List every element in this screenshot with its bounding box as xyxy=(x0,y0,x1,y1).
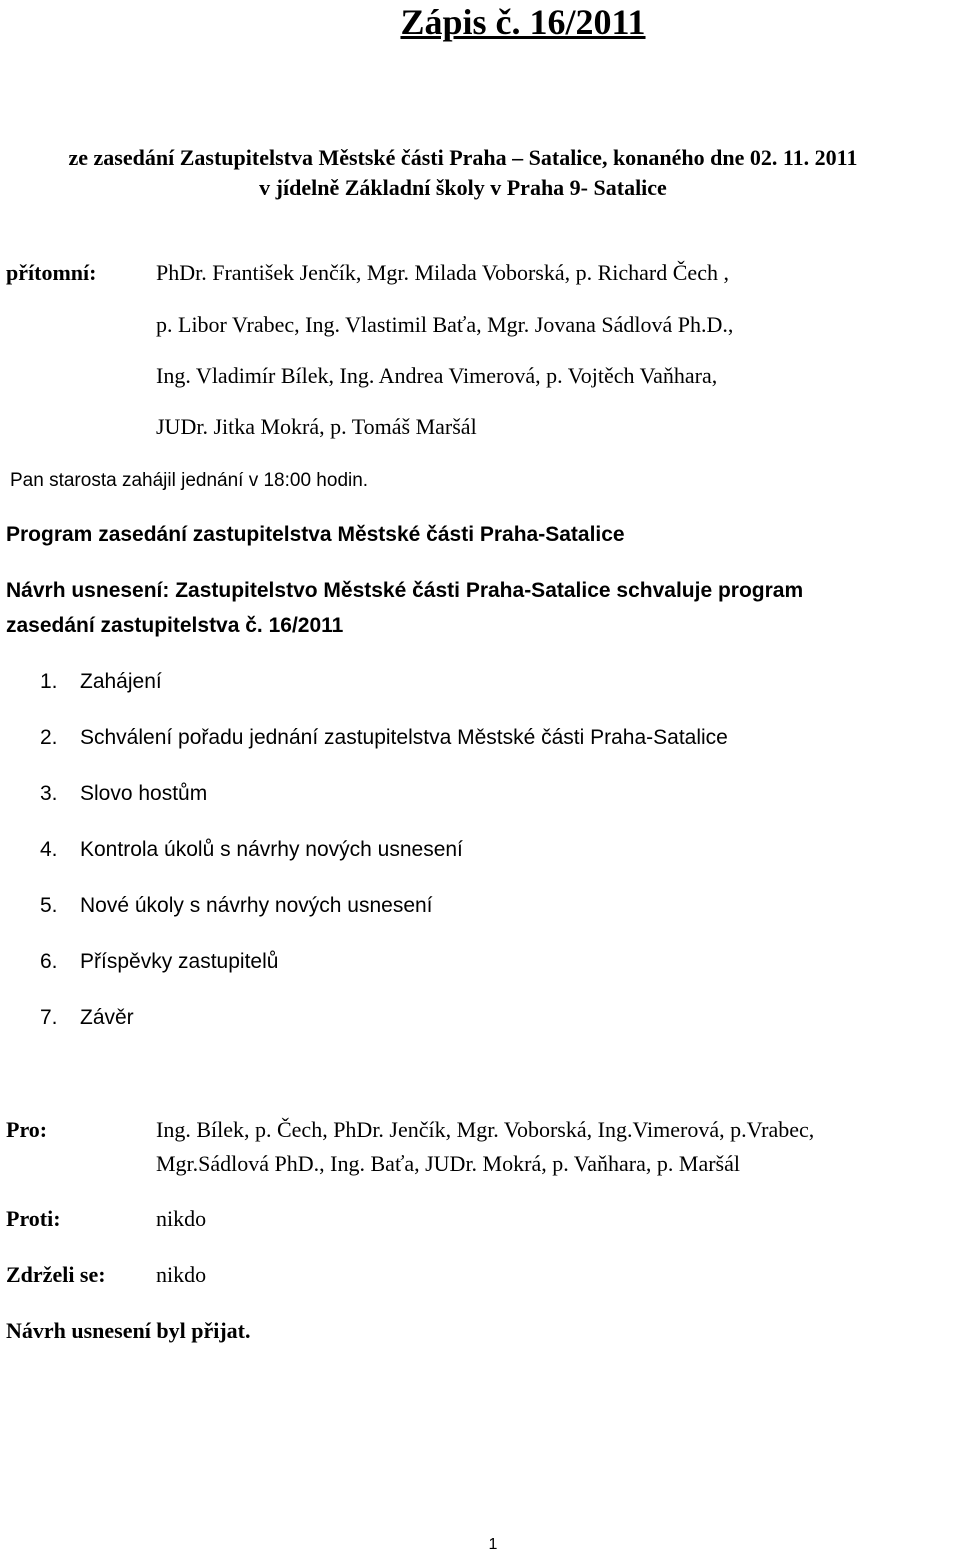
agenda-item: 6. Příspěvky zastupitelů xyxy=(40,950,279,973)
vote-abstain-label: Zdrželi se: xyxy=(6,1262,106,1287)
attendance-label: přítomní: xyxy=(6,260,97,285)
vote-abstain-value: nikdo xyxy=(156,1262,207,1287)
meeting-subtitle-line1: ze zasedání Zastupitelstva Městské části Praha – Satalice, konaného dne 02. 11. 2011 xyxy=(68,145,858,170)
agenda-item: 5. Nové úkoly s návrhy nových usnesení xyxy=(40,894,433,917)
attendance-line: JUDr. Jitka Mokrá, p. Tomáš Maršál xyxy=(156,414,477,439)
vote-for-names-line2: Mgr.Sádlová PhD., Ing. Baťa, JUDr. Mokrá, p. Vaňhara, p. Maršál xyxy=(156,1151,740,1176)
page-number: 1 xyxy=(488,1536,498,1553)
resolution-text-line1: Návrh usnesení: Zastupitelstvo Městské části Praha-Satalice schvaluje program xyxy=(6,579,804,602)
agenda-item: 1. Zahájení xyxy=(40,670,162,693)
program-heading: Program zasedání zastupitelstva Městské části Praha-Satalice xyxy=(6,523,625,546)
attendance-line: p. Libor Vrabec, Ing. Vlastimil Baťa, Mgr. Jovana Sádlová Ph.D., xyxy=(156,312,734,337)
vote-for-names-line1: Ing. Bílek, p. Čech, PhDr. Jenčík, Mgr. Voborská, Ing.Vimerová, p.Vrabec, xyxy=(156,1117,815,1142)
attendance-line: PhDr. František Jenčík, Mgr. Milada Voborská, p. Richard Čech , xyxy=(156,260,729,285)
vote-for-label: Pro: xyxy=(6,1117,48,1142)
agenda-item: 3. Slovo hostům xyxy=(40,782,208,805)
vote-against-value: nikdo xyxy=(156,1206,207,1231)
vote-result: Návrh usnesení byl přijat. xyxy=(6,1318,251,1343)
agenda-item: 7. Závěr xyxy=(40,1006,134,1029)
agenda-item: 2. Schválení pořadu jednání zastupitelstva Městské části Praha-Satalice xyxy=(40,726,728,749)
agenda-item: 4. Kontrola úkolů s návrhy nových usnesení xyxy=(40,838,463,861)
meeting-subtitle-line2: v jídelně Základní školy v Praha 9- Satalice xyxy=(259,175,667,200)
vote-against-label: Proti: xyxy=(6,1206,61,1231)
page-title: Zápis č. 16/2011 xyxy=(400,2,646,42)
attendance-line: Ing. Vladimír Bílek, Ing. Andrea Vimerová, p. Vojtěch Vaňhara, xyxy=(156,363,718,388)
resolution-text-line2: zasedání zastupitelstva č. 16/2011 xyxy=(6,614,344,637)
opening-statement: Pan starosta zahájil jednání v 18:00 hodin. xyxy=(10,470,369,491)
